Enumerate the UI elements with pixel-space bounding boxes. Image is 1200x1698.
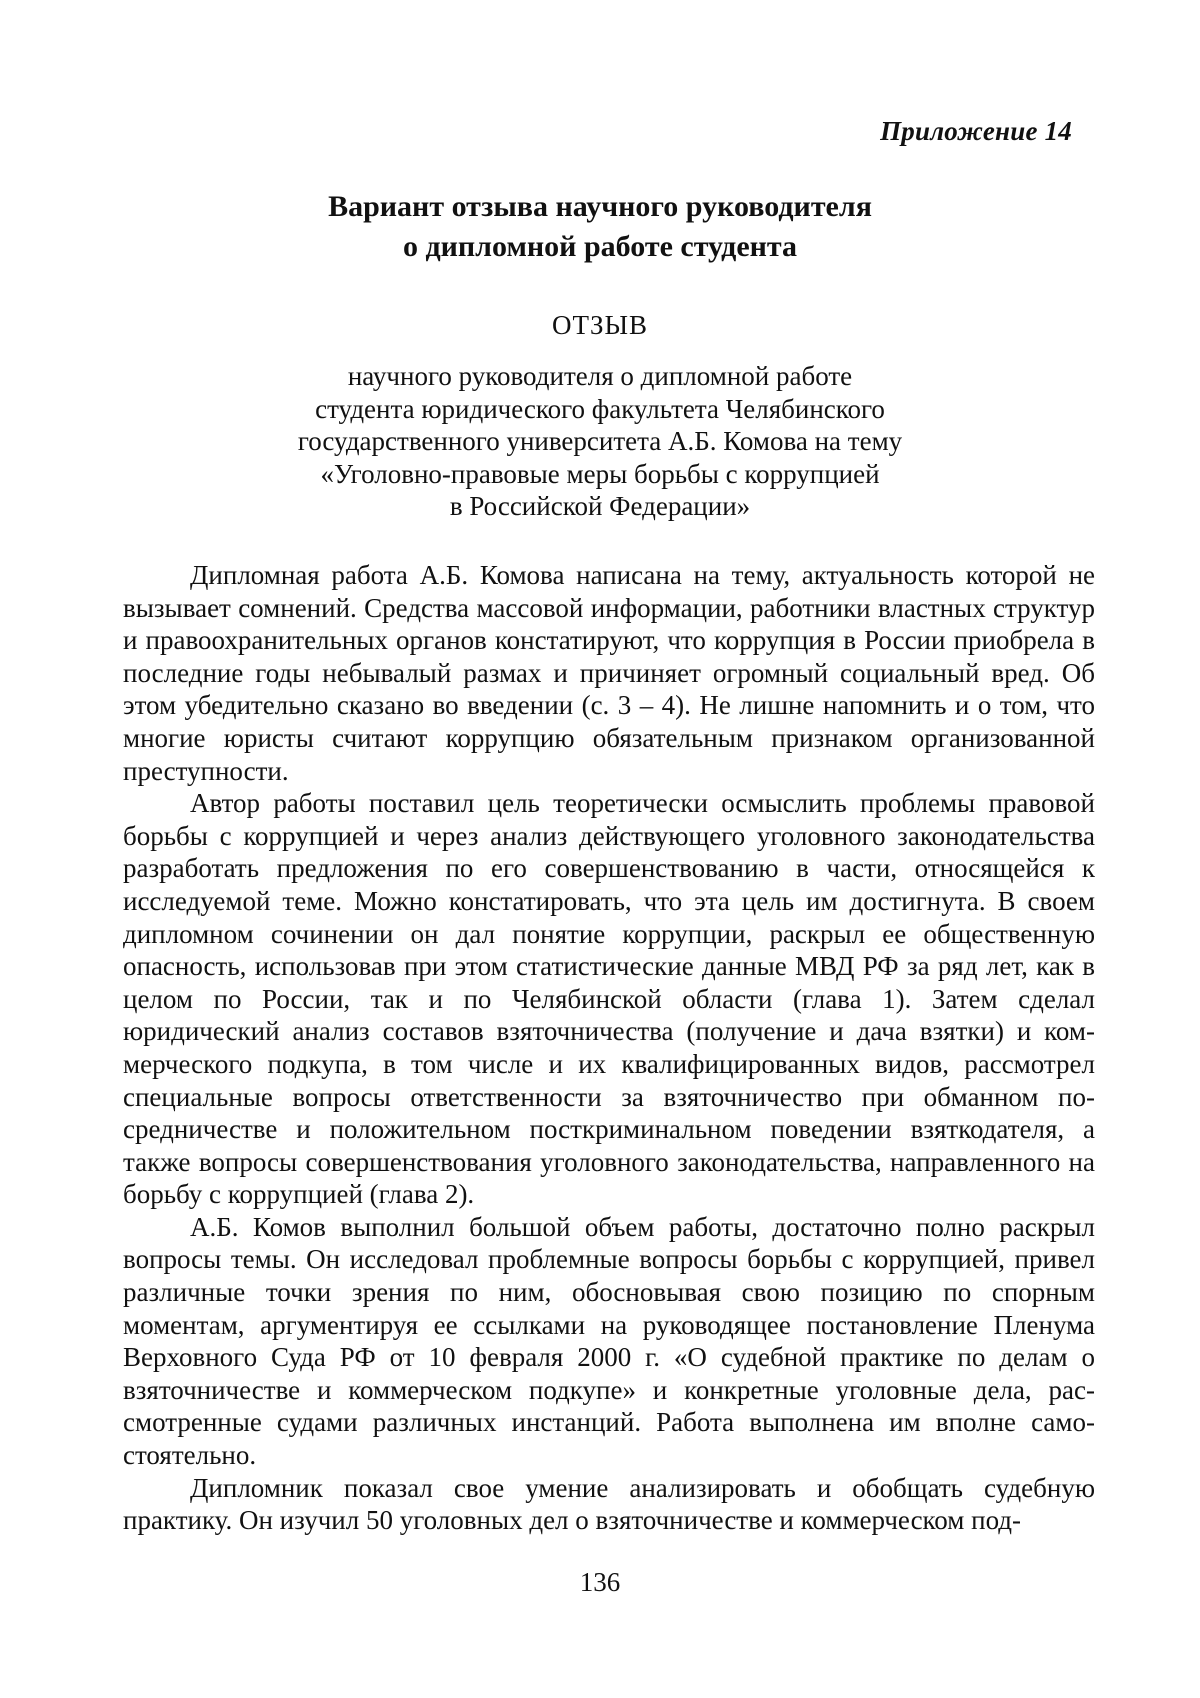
- body-paragraph-1: Дипломная работа А.Б. Комова написана на тему, актуальность которой не вызывает сомнений. Средства массовой информации, работники властных структур и правоохранительных органов констатируют, что коррупция в России приобрела в последние годы небывалый размах и причиняет огромный социальный вред. Об этом убедительно сказано во введении (с. 3 – 4). Не лишне напомнить и о том, что многие юристы считают коррупцию обязательным признаком организованной преступности.: [123, 560, 1095, 786]
- review-subtitle-line-1: научного руководителя о дипломной работе: [347, 361, 853, 391]
- body-paragraph-3: А.Б. Комов выполнил большой объем работы, достаточно полно раскрыл вопросы темы. Он исследовал проблемные вопросы борьбы с коррупцией, привел различные точки зрения по ним, обосновывая свою позицию по спорным моментам, аргументируя ее ссылками на руководящее постановление Пленума Верховного Суда РФ от 10 февраля 2000 г. «О судебной практике по делам о взяточничестве и коммерческом подкупе» и конкретные уголовные дела, рассмотренные судами различных инстанций. Работа выполнена им вполне самостоятельно.: [123, 1211, 1095, 1471]
- appendix-label: Приложение 14: [880, 116, 1072, 146]
- document-title: [0, 187, 1200, 267]
- page-number: 136: [579, 1567, 621, 1597]
- review-subtitle-line-2: студента юридического факультета Челябинского: [315, 393, 885, 424]
- review-subtitle-line-4: «Уголовно-правовые меры борьбы с коррупцией: [320, 458, 880, 489]
- review-body: [123, 559, 1095, 1537]
- review-subtitle-line-3: государственного университета А.Б. Комова на тему: [297, 426, 903, 456]
- review-subtitle: [0, 360, 1200, 523]
- document-title-line-1: Вариант отзыва научного руководителя: [328, 190, 872, 223]
- document-title-line-2: о дипломной работе студента: [402, 230, 798, 263]
- review-subtitle-line-5: в Российской Федерации»: [449, 491, 751, 521]
- body-paragraph-4: Дипломник показал свое умение анализировать и обобщать судебную практику. Он изучил 50 уголовных дел о взяточничестве и коммерческом под-: [123, 1472, 1095, 1536]
- review-heading: ОТЗЫВ: [551, 310, 649, 340]
- body-paragraph-2: Автор работы поставил цель теоретически осмыслить проблемы правовой борьбы с коррупцией и через анализ действующего уголовного законодательства разработать предложения по его совершенствованию в части, относящейся к исследуемой теме. Можно констатировать, что эта цель им достигнута. В своем дипломном сочинении он дал понятие коррупции, раскрыл ее общественную опасность, использовав при этом статистические данные МВД РФ за ряд лет, как в целом по России, так и по Челябинской области (глава 1). Затем сделал юридический анализ составов взяточничества (получение и дача взятки) и коммерческого подкупа, в том числе и их квалифицированных видов, рассмотрел специальные вопросы ответственности за взяточничество при обманном посредничестве и положительном посткриминальном поведении взяткодателя, а также вопросы совершенствования уголовного законодательства, направленного на борьбу с коррупцией (глава 2).: [123, 788, 1095, 1210]
